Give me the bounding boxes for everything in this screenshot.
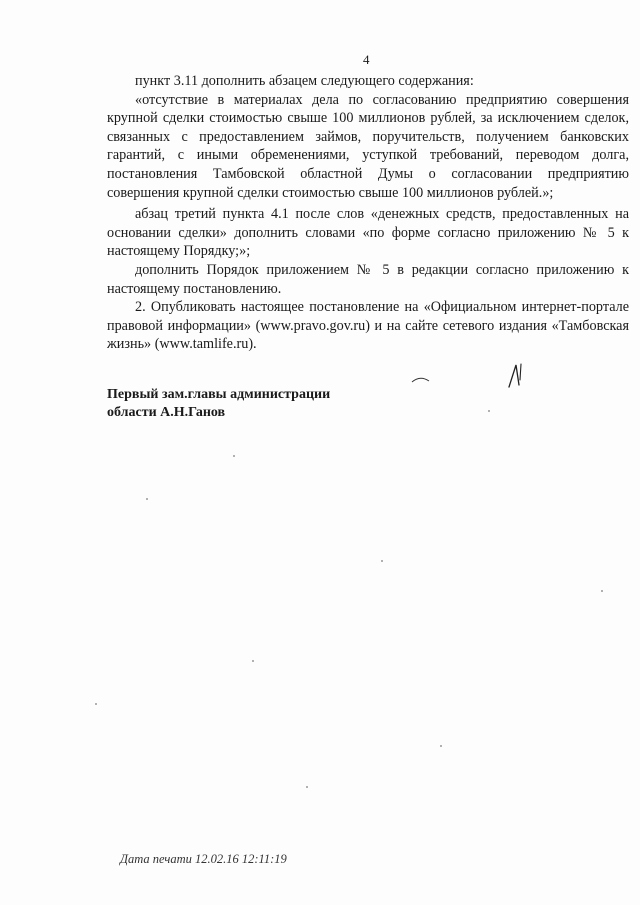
signatory-title: Первый зам.главы администрации [107, 387, 331, 402]
scan-speck [146, 498, 148, 500]
signature-block [107, 386, 330, 422]
scan-speck [233, 455, 235, 457]
scan-speck [252, 660, 254, 662]
paragraph-publication: 2. Опубликовать настоящее постановление на «Официальном интернет-портале правовой информации» (www.pravo.gov.ru) и на сайте сетевого издания «Тамбовская жизнь» (www.tamlife.ru). [107, 299, 629, 353]
signatory-name: области А.Н.Ганов [107, 405, 226, 420]
print-date: Дата печати 12.02.16 12:11:19 [120, 852, 287, 866]
scan-speck [381, 560, 383, 562]
scan-speck [601, 590, 603, 592]
paragraph-appendix-5: дополнить Порядок приложением № 5 в редакции согласно приложению к настоящему постановлению. [107, 261, 629, 297]
small-pen-stroke [410, 374, 432, 384]
paragraph-quoted-addition: «отсутствие в материалах дела по согласованию предприятию совершения крупной сделки стоимостью свыше 100 миллионов рублей, за исключением сделок, связанных с предоставлением займов, поручительств, получением банковских гарантий, с иными обременениями, уступкой требований, переводом долга, постановления Тамбовской областной Думы о согласовании предприятию совершения крупной сделки стоимостью свыше 100 миллионов рублей.»; [107, 91, 629, 201]
page-number: 4 [363, 52, 370, 67]
scan-speck [95, 703, 97, 705]
scan-speck [488, 410, 490, 412]
handwritten-initial-mark [505, 360, 529, 390]
paragraph-item-4-1: абзац третий пункта 4.1 после слов «денежных средств, предоставленных на основании сделки» дополнить словами «по форме согласно приложению № 5 к настоящему Порядку;»; [107, 206, 629, 260]
paragraph-item-3-11-intro: пункт 3.11 дополнить абзацем следующего содержания: [135, 73, 474, 89]
scan-speck [440, 745, 442, 747]
document-body [107, 72, 629, 354]
scan-speck [306, 786, 308, 788]
